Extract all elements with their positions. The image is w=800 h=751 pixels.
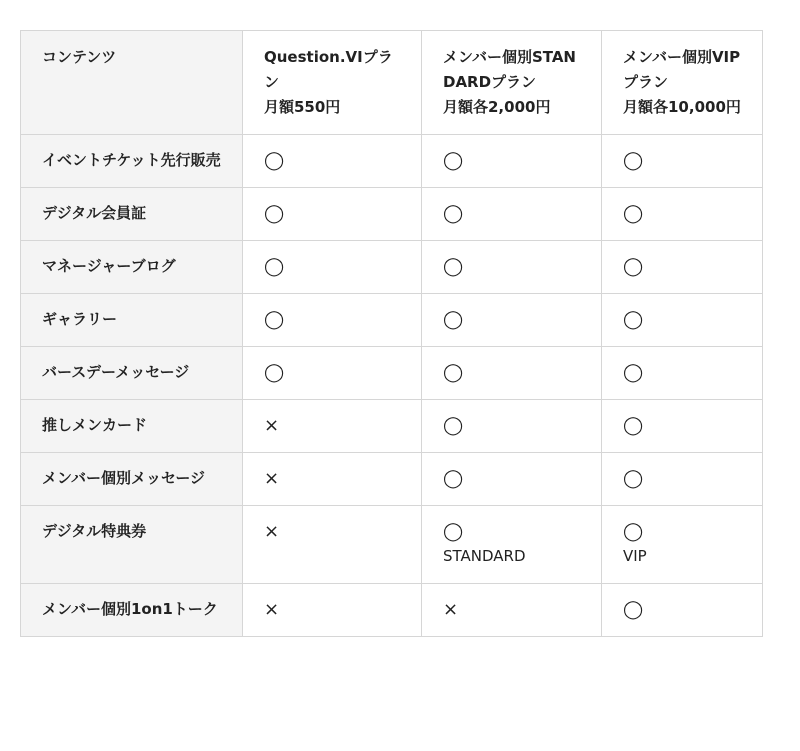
feature-label: 推しメンカード xyxy=(42,416,148,434)
availability-cell xyxy=(602,188,763,241)
feature-label: メンバー個別メッセージ xyxy=(42,469,206,487)
available-mark: ◯ xyxy=(264,256,285,277)
plan-name: Question.VIプラン xyxy=(264,48,393,91)
header-contents-label: コンテンツ xyxy=(42,48,117,66)
table-row xyxy=(21,400,763,453)
available-mark: ◯ xyxy=(264,150,285,171)
feature-cell xyxy=(21,584,243,637)
available-mark: ◯ xyxy=(443,203,464,224)
available-mark: ◯ xyxy=(264,309,285,330)
unavailable-mark: × xyxy=(264,599,280,620)
table-row xyxy=(21,241,763,294)
table-row xyxy=(21,453,763,506)
table-body xyxy=(21,135,763,637)
available-mark: ◯ xyxy=(623,309,644,330)
availability-cell xyxy=(243,506,422,584)
availability-cell xyxy=(422,188,602,241)
table-row xyxy=(21,135,763,188)
available-mark: ◯ xyxy=(623,256,644,277)
availability-cell xyxy=(422,584,602,637)
feature-label: イベントチケット先行販売 xyxy=(42,151,221,169)
plan-price: 月額各2,000円 xyxy=(443,98,551,116)
availability-cell xyxy=(422,294,602,347)
availability-cell xyxy=(243,584,422,637)
table-row xyxy=(21,294,763,347)
plan-name: メンバー個別VIPプラン xyxy=(623,48,741,91)
unavailable-mark: × xyxy=(264,468,280,489)
feature-label: メンバー個別1on1トーク xyxy=(42,600,218,618)
available-mark: ◯ xyxy=(623,521,644,542)
available-mark: ◯ xyxy=(443,309,464,330)
feature-cell xyxy=(21,506,243,584)
availability-cell xyxy=(602,135,763,188)
feature-label: マネージャーブログ xyxy=(42,257,176,275)
plan-header-vip xyxy=(602,31,763,135)
feature-label: バースデーメッセージ xyxy=(42,363,190,381)
feature-cell xyxy=(21,241,243,294)
available-mark: ◯ xyxy=(623,362,644,383)
availability-cell xyxy=(243,294,422,347)
feature-cell xyxy=(21,135,243,188)
feature-label: デジタル会員証 xyxy=(42,204,147,222)
feature-label: ギャラリー xyxy=(42,310,118,328)
header-row xyxy=(21,31,763,135)
unavailable-mark: × xyxy=(264,521,280,542)
available-mark: ◯ xyxy=(443,256,464,277)
feature-cell xyxy=(21,347,243,400)
availability-cell xyxy=(243,400,422,453)
table-row xyxy=(21,506,763,584)
availability-cell xyxy=(422,400,602,453)
available-mark: ◯ xyxy=(623,415,644,436)
feature-cell xyxy=(21,400,243,453)
plan-comparison-table xyxy=(20,30,763,637)
available-mark: ◯ xyxy=(443,468,464,489)
unavailable-mark: × xyxy=(264,415,280,436)
availability-cell xyxy=(602,584,763,637)
availability-cell xyxy=(422,241,602,294)
available-mark: ◯ xyxy=(443,150,464,171)
available-mark: ◯ xyxy=(264,203,285,224)
table-row xyxy=(21,584,763,637)
availability-cell xyxy=(602,453,763,506)
plan-comparison-container xyxy=(20,30,763,637)
availability-cell xyxy=(422,135,602,188)
feature-cell xyxy=(21,188,243,241)
plan-header-question-vi xyxy=(243,31,422,135)
feature-label: デジタル特典券 xyxy=(42,522,147,540)
availability-cell xyxy=(422,453,602,506)
availability-cell xyxy=(602,347,763,400)
available-mark: ◯ xyxy=(443,362,464,383)
feature-cell xyxy=(21,453,243,506)
availability-note: STANDARD xyxy=(443,547,526,565)
plan-name: メンバー個別STANDARDプラン xyxy=(443,48,576,91)
plan-header-standard xyxy=(422,31,602,135)
table-header xyxy=(21,31,763,135)
available-mark: ◯ xyxy=(623,468,644,489)
plan-price: 月額各10,000円 xyxy=(623,98,741,116)
table-row xyxy=(21,347,763,400)
availability-cell xyxy=(243,453,422,506)
plan-price: 月額550円 xyxy=(264,98,341,116)
available-mark: ◯ xyxy=(623,150,644,171)
availability-cell xyxy=(243,347,422,400)
unavailable-mark: × xyxy=(443,599,459,620)
availability-cell xyxy=(602,294,763,347)
available-mark: ◯ xyxy=(443,415,464,436)
table-row xyxy=(21,188,763,241)
header-corner-cell xyxy=(21,31,243,135)
availability-cell xyxy=(243,188,422,241)
available-mark: ◯ xyxy=(623,203,644,224)
available-mark: ◯ xyxy=(623,599,644,620)
availability-cell xyxy=(602,241,763,294)
availability-cell xyxy=(422,506,602,584)
available-mark: ◯ xyxy=(264,362,285,383)
availability-cell xyxy=(243,241,422,294)
availability-cell xyxy=(422,347,602,400)
availability-cell xyxy=(602,506,763,584)
feature-cell xyxy=(21,294,243,347)
availability-note: VIP xyxy=(623,547,647,565)
availability-cell xyxy=(243,135,422,188)
available-mark: ◯ xyxy=(443,521,464,542)
availability-cell xyxy=(602,400,763,453)
